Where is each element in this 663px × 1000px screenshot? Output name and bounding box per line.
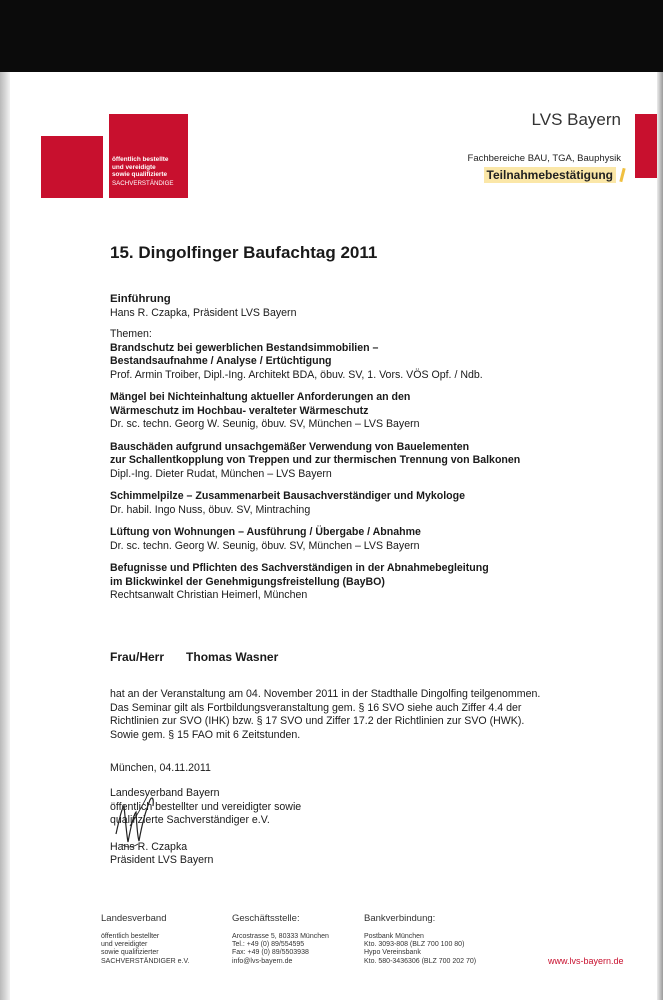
topic-item (110, 526, 620, 553)
scan-border-right (657, 72, 663, 1000)
footer-line: Fax: +49 (0) 89/5503938 (232, 949, 309, 957)
footer-line: sowie qualifizierter (101, 949, 159, 957)
topic-item (110, 342, 620, 383)
topic-speaker: Dr. sc. techn. Georg W. Seunig, öbuv. SV, München – LVS Bayern (110, 539, 420, 552)
handwritten-signature (108, 786, 168, 856)
signoff-org-line: Landesverband Bayern (110, 787, 220, 799)
header-accent-bar (635, 114, 657, 178)
topic-speaker: Dr. habil. Ingo Nuss, öbuv. SV, Mintraching (110, 503, 311, 516)
topic-speaker: Prof. Armin Troiber, Dipl.-Ing. Architekt BDA, öbuv. SV, 1. Vors. VÖS Opf. / Ndb. (110, 368, 483, 381)
logo-line: und vereidigte (112, 163, 156, 171)
scan-border-top (0, 0, 663, 72)
place-date: München, 04.11.2011 (110, 762, 211, 774)
signer-name: Hans R. Czapka (110, 840, 188, 853)
recipient-salutation: Frau/Herr (110, 650, 165, 664)
footer-line: Kto. 3093-808 (BLZ 700 100 80) (364, 941, 465, 949)
recipient (110, 650, 278, 664)
topic-title-line: Schimmelpilze – Zusammenarbeit Bausachverständiger und Mykologe (110, 490, 465, 502)
highlighter-mark (619, 168, 625, 182)
footer-line: Arcostrasse 5, 80333 München (232, 933, 329, 940)
topic-title-line: Befugnisse und Pflichten des Sachverständigen in der Abnahmebegleitung (110, 562, 489, 574)
body-line: Richtlinien zur SVO (IHK) bzw. § 17 SVO und Ziffer 17.2 der Richtlinien zur SVO (HWK). (110, 715, 525, 727)
topic-title-line: im Blickwinkel der Genehmigungsfreistellung (BayBO) (110, 575, 385, 588)
org-name: LVS Bayern (531, 110, 621, 129)
scan-border-left (0, 72, 10, 1000)
footer-office (232, 913, 329, 966)
body-line: Das Seminar gilt als Fortbildungsveranstaltung gem. § 16 SVO siehe auch Ziffer 4.4 der (110, 701, 522, 714)
topic-title-line: Bestandsaufnahme / Analyse / Ertüchtigung (110, 355, 332, 367)
topic-title-line: zur Schallentkopplung von Treppen und zur thermischen Trennung von Balkonen (110, 454, 521, 466)
signer-title: Präsident LVS Bayern (110, 854, 214, 866)
topic-item (110, 441, 620, 482)
footer-heading: Geschäftsstelle: (232, 913, 300, 924)
intro-speaker: Hans R. Czapka, Präsident LVS Bayern (110, 306, 297, 319)
recipient-name: Thomas Wasner (186, 650, 279, 664)
footer-line: und vereidigter (101, 941, 148, 949)
footer-line: Postbank München (364, 933, 424, 940)
departments: Fachbereiche BAU, TGA, Bauphysik (467, 153, 621, 164)
topic-title-line: Lüftung von Wohnungen – Ausführung / Übergabe / Abnahme (110, 526, 421, 538)
footer-line: Hypo Vereinsbank (364, 949, 421, 957)
body-line: Sowie gem. § 15 FAO mit 6 Zeitstunden. (110, 728, 301, 741)
website-link: www.lvs-bayern.de (548, 956, 624, 966)
event-title: 15. Dingolfinger Baufachtag 2011 (110, 243, 378, 262)
topic-title-line: Mängel bei Nichteinhaltung aktueller Anforderungen an den (110, 391, 411, 403)
signoff-org-line: qualifizierte Sachverständiger e.V. (110, 814, 270, 826)
footer-line: SACHVERSTÄNDIGER e.V. (101, 957, 190, 965)
intro-heading: Einführung (110, 293, 171, 305)
logo-text (112, 156, 188, 187)
topic-speaker: Dipl.-Ing. Dieter Rudat, München – LVS Bayern (110, 467, 332, 480)
themes-label: Themen: (110, 328, 152, 340)
topic-speaker: Rechtsanwalt Christian Heimerl, München (110, 589, 308, 601)
logo-subline: SACHVERSTÄNDIGE (112, 179, 174, 187)
confirmation-text (110, 688, 610, 742)
program-section (110, 292, 620, 603)
topic-item (110, 490, 620, 517)
logo-line: sowie qualifizierte (112, 171, 168, 179)
topic-item (110, 391, 620, 432)
body-line: hat an der Veranstaltung am 04. November 2011 in der Stadthalle Dingolfing teilgenommen. (110, 688, 541, 700)
footer-bank (364, 913, 476, 966)
document-type-title: Teilnahmebestätigung (484, 167, 616, 183)
topic-title-line: Wärmeschutz im Hochbau- veralteter Wärmeschutz (110, 404, 369, 417)
footer-line: Kto. 580-3436306 (BLZ 700 202 70) (364, 957, 477, 965)
footer-line: öffentlich bestellter (101, 933, 160, 940)
logo-line: öffentlich bestellte (112, 156, 169, 163)
topic-list (110, 342, 620, 603)
footer-heading: Landesverband (101, 913, 167, 924)
signoff-org-line: öffentlich bestellter und vereidigter sowie (110, 800, 302, 813)
footer-heading: Bankverbindung: (364, 913, 436, 924)
footer-line: Tel.: +49 (0) 89/554595 (232, 941, 305, 949)
topic-speaker: Dr. sc. techn. Georg W. Seunig, öbuv. SV, München – LVS Bayern (110, 418, 420, 430)
topic-title-line: Brandschutz bei gewerblichen Bestandsimmobilien – (110, 341, 379, 354)
footer-email: info@lvs-bayern.de (232, 957, 293, 965)
footer-association (101, 913, 189, 966)
topic-title-line: Bauschäden aufgrund unsachgemäßer Verwendung von Bauelementen (110, 440, 470, 453)
logo-square-small (41, 136, 103, 198)
topic-item (110, 562, 620, 603)
